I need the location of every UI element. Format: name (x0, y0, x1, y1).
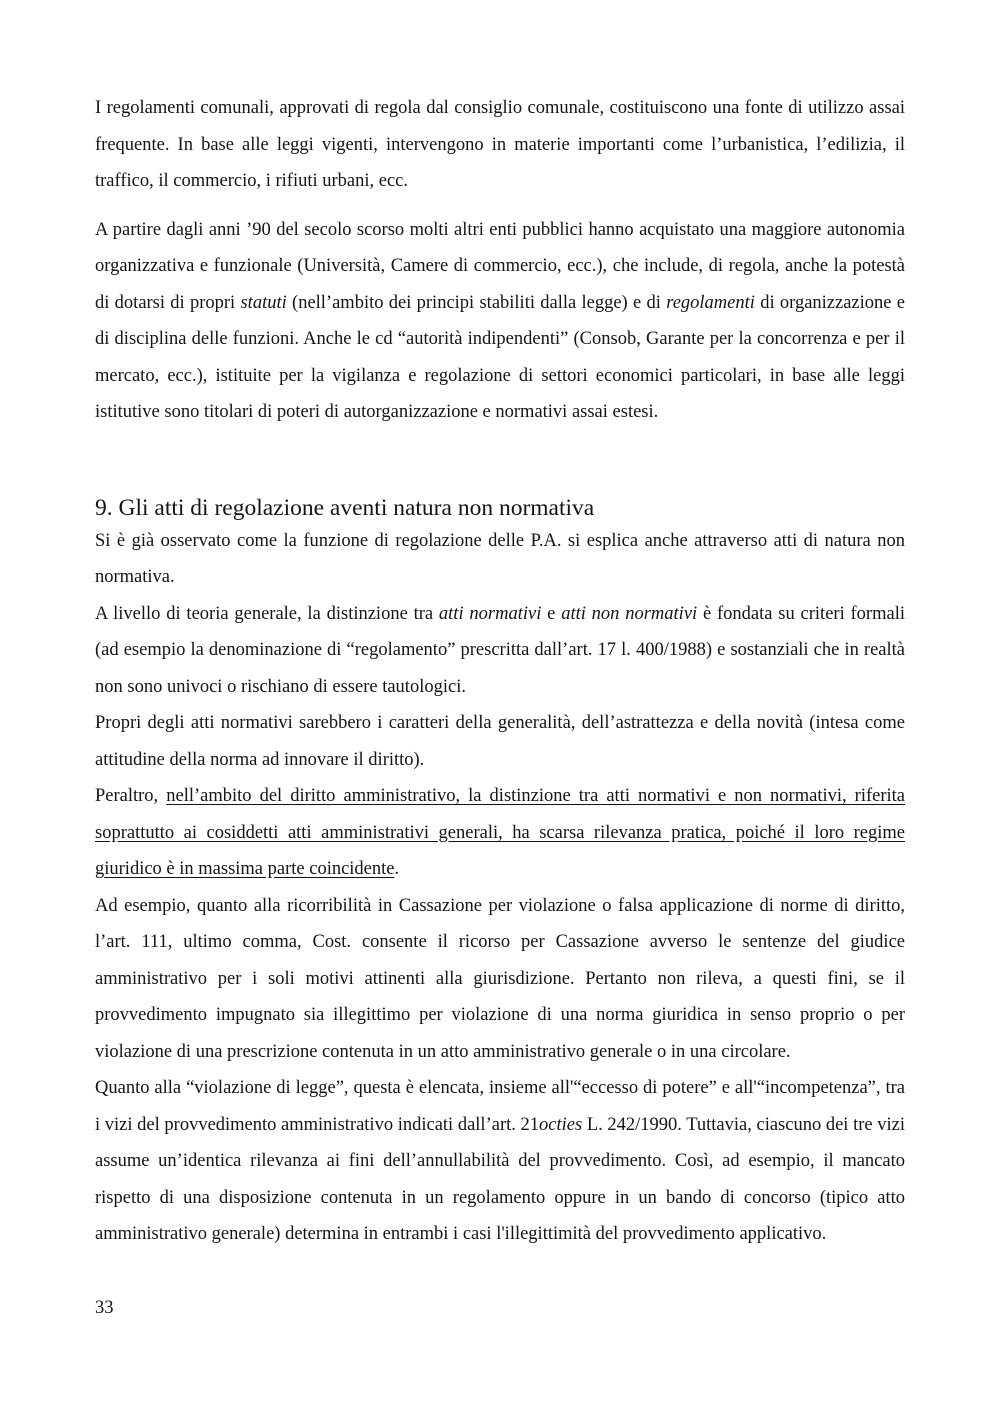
italic-statuti: statuti (240, 292, 287, 313)
paragraph-peraltro: Peraltro, nell’ambito del diritto amministrativo, la distinzione tra atti normativi e non normativi, riferita soprattutto ai cosiddetti atti amministrativi generali, ha scarsa rilevanza pratica, poiché il loro regime giuridico è in massima parte coincidente. (95, 786, 905, 879)
italic-atti-non-normativi: atti non normativi (561, 603, 698, 624)
paragraph-teoria-generale: A livello di teoria generale, la distinzione tra atti normativi e atti non normativi è fondata su criteri formali (ad esempio la denominazione di “regolamento” prescritta dall’art. 17 l. 400/1988) e sostanziali che in realtà non sono univoci o rischiano di essere tautologici. (95, 603, 905, 697)
paragraph-funzione-regolazione: Si è già osservato come la funzione di regolazione delle P.A. si esplica anche attraverso atti di natura non normativa. (95, 530, 905, 587)
page-number: 33 (95, 1298, 114, 1318)
section-heading: 9. Gli atti di regolazione aventi natura non normativa (95, 494, 595, 521)
italic-regolamenti: regolamenti (666, 292, 755, 313)
italic-octies: octies (539, 1114, 583, 1135)
paragraph-violazione-di-legge: Quanto alla “violazione di legge”, questa è elencata, insieme all'“eccesso di potere” e all'“incompetenza”, tra i vizi del provvedimento amministrativo indicati dall’art. 21octies L. 242/1990. Tuttavia, ciascuno dei tre vizi assume un’identica rilevanza ai fini dell’annullabilità del provvedimento. Così, ad esempio, il mancato rispetto di una disposizione contenuta in un regolamento oppure in un bando di concorso (tipico atto amministrativo generale) determina in entrambi i casi l'illegittimità del provvedimento applicativo. (95, 1078, 905, 1244)
paragraph-enti-pubblici-autonomia: A partire dagli anni ’90 del secolo scorso molti altri enti pubblici hanno acquistato una maggiore autonomia organizzativa e funzionale (Università, Camere di commercio, ecc.), che include, di regola, anche la potestà di dotarsi di propri statuti (nell’ambito dei principi stabiliti dalla legge) e di regolamenti di organizzazione e di disciplina delle funzioni. Anche le cd “autorità indipendenti” (Consob, Garante per la concorrenza e per il mercato, ecc.), istituite per la vigilanza e regolazione di settori economici particolari, in base alle leggi istitutive sono titolari di poteri di autorganizzazione e normativi assai estesi. (95, 219, 905, 422)
underlined-statement: nell’ambito del diritto amministrativo, la distinzione tra atti normativi e non normativi, riferita soprattutto ai cosiddetti atti amministrativi generali, ha scarsa rilevanza pratica, poiché il loro regime giuridico è in massima parte coincidente (95, 786, 905, 879)
paragraph-ricorribilita-cassazione: Ad esempio, quanto alla ricorribilità in Cassazione per violazione o falsa applicazione di norme di diritto, l’art. 111, ultimo comma, Cost. consente il ricorso per Cassazione avverso le sentenze del giudice amministrativo per i soli motivi attinenti alla giurisdizione. Pertanto non rileva, a questi fini, se il provvedimento impugnato sia illegittimo per violazione di una norma giuridica in senso proprio o per violazione di una prescrizione contenuta in un atto amministrativo generale o in una circolare. (95, 895, 905, 1062)
paragraph-caratteri-atti-normativi: Propri degli atti normativi sarebbero i caratteri della generalità, dell’astrattezza e della novità (intesa come attitudine della norma ad innovare il diritto). (95, 713, 905, 770)
italic-atti-normativi: atti normativi (438, 603, 542, 624)
paragraph-regolamenti-comunali: I regolamenti comunali, approvati di regola dal consiglio comunale, costituiscono una fonte di utilizzo assai frequente. In base alle leggi vigenti, intervengono in materie importanti come l’urbanistica, l’edilizia, il traffico, il commercio, i rifiuti urbani, ecc. (95, 98, 905, 191)
document-body (95, 90, 905, 1253)
